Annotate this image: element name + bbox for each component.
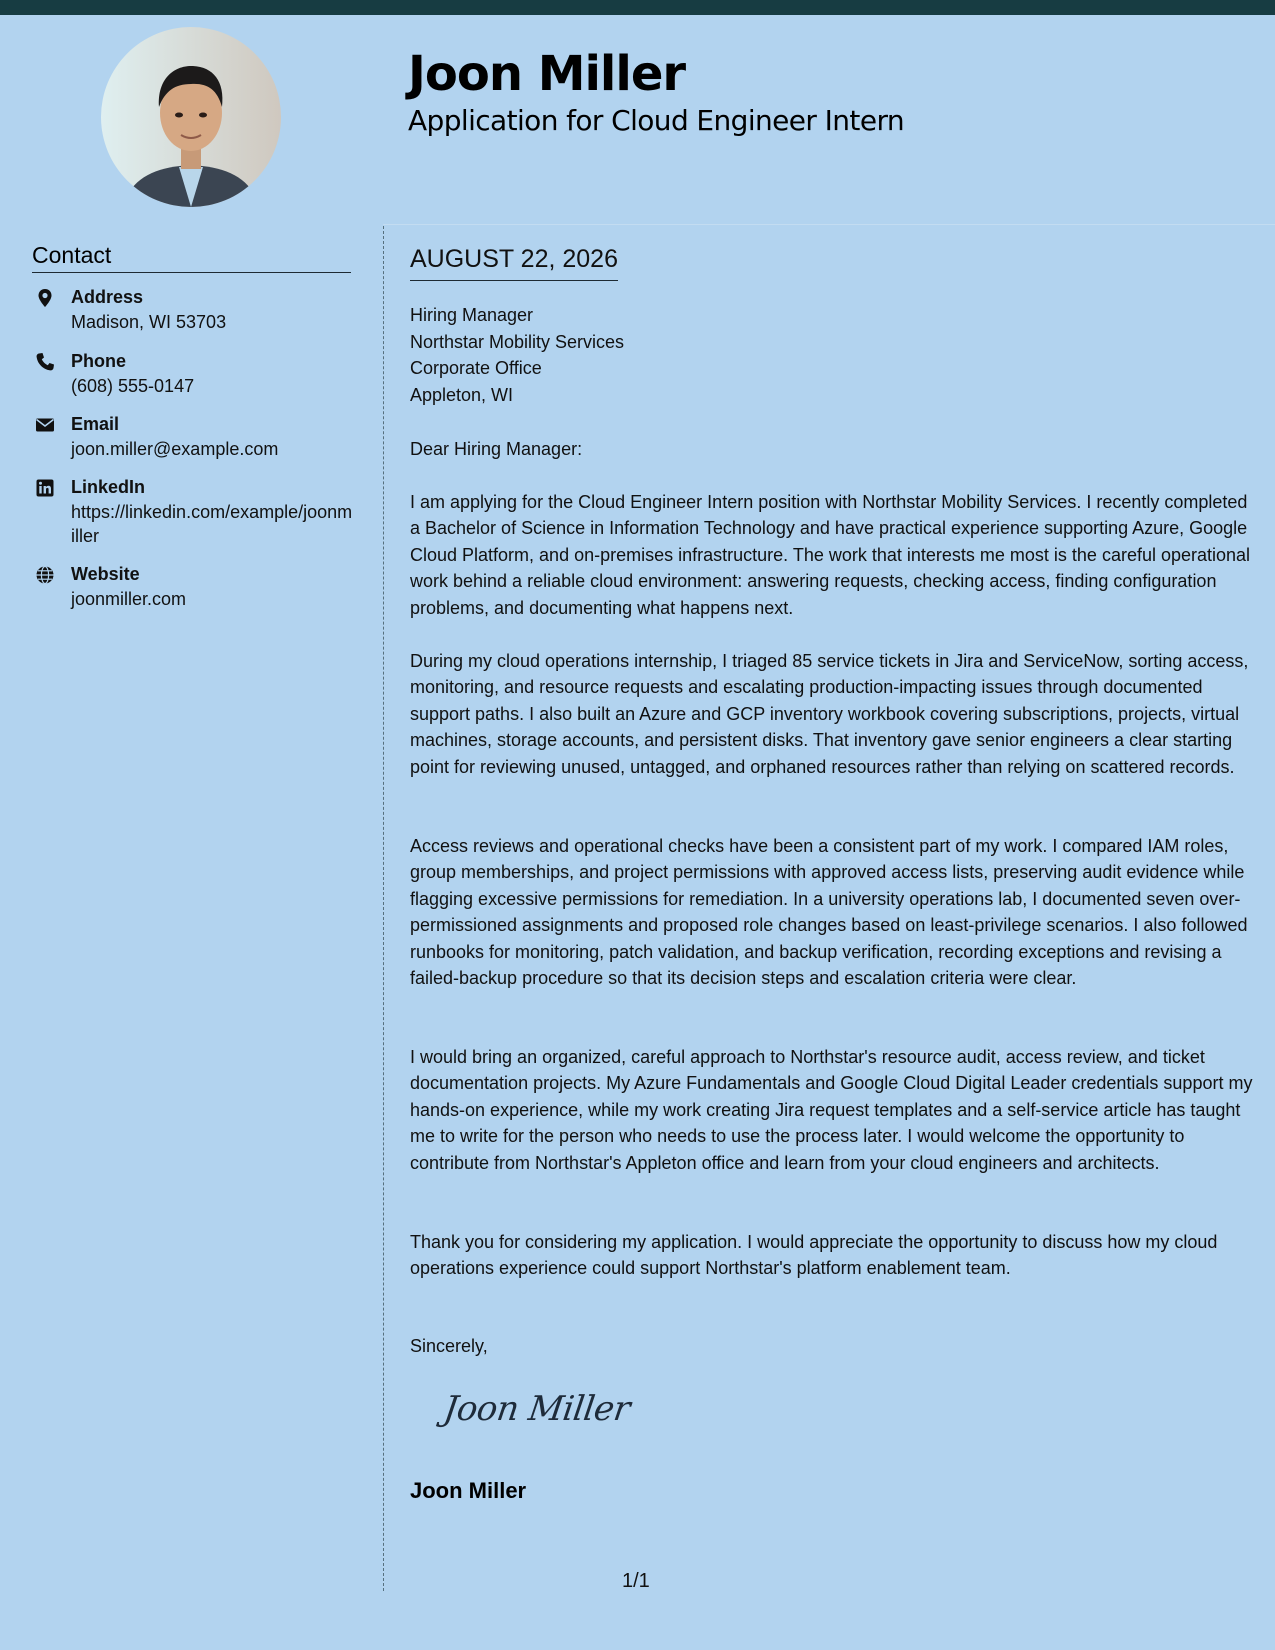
recipient-line: Northstar Mobility Services xyxy=(410,331,625,352)
application-title: Application for Cloud Engineer Intern xyxy=(408,104,905,137)
recipient-line: Corporate Office xyxy=(410,358,542,378)
letter-paragraph: Thank you for considering my application. I would appreciate the opportunity to discuss how my cloud operations experience could support Northstar's platform enablement team. xyxy=(410,1232,1218,1279)
handwritten-signature: Joon Miller xyxy=(441,1389,633,1429)
letter-paragraph: Access reviews and operational checks have been a consistent part of my work. I compared IAM roles, group memberships, and project permissions with approved access lists, preserving audit evidence while flagging excessive permissions for remediation. In a university operations lab, I documented seven over-permissioned assignments and proposed role changes based on least-privilege scenarios. I also followed runbooks for monitoring, patch validation, and backup verification, recording exceptions and revising a failed-backup procedure so that its decision steps and escalation criteria were clear. xyxy=(410,836,1248,989)
contact-value[interactable]: joonmiller.com xyxy=(71,589,187,609)
letter-paragraph: I would bring an organized, careful approach to Northstar's resource audit, access review, and ticket documentation projects. My Azure Fundamentals and Google Cloud Digital Leader credentials support my hands-on experience, while my work creating Jira request templates and a self-service article has taught me to write for the person who needs to use the process later. I would welcome the opportunity to contribute from Northstar's Appleton office and learn from your cloud engineers and architects. xyxy=(410,1047,1253,1173)
contact-value: Madison, WI 53703 xyxy=(71,312,227,332)
linkedin-icon xyxy=(35,478,55,498)
contact-label: Email xyxy=(71,414,120,434)
applicant-name: Joon Miller xyxy=(408,46,686,102)
letter-paragraph: During my cloud operations internship, I triaged 85 service tickets in Jira and ServiceNow, sorting access, monitoring, and resource requests and escalating production-impacting issues through documented support paths. I also built an Azure and GCP inventory workbook covering subscriptions, projects, virtual machines, storage accounts, and persistent disks. That inventory gave senior engineers a clear starting point for reviewing unused, untagged, and orphaned resources rather than relying on scattered records. xyxy=(410,651,1249,777)
top-bar xyxy=(0,0,1275,15)
contact-label: LinkedIn xyxy=(71,477,146,497)
column-divider xyxy=(383,226,384,1591)
contact-label: Website xyxy=(71,564,140,584)
contact-value: (608) 555-0147 xyxy=(71,376,195,396)
letter-date: AUGUST 22, 2026 xyxy=(410,242,618,281)
envelope-icon xyxy=(35,415,55,435)
contact-heading: Contact xyxy=(32,240,351,273)
recipient-line: Appleton, WI xyxy=(410,384,514,405)
contact-value: joon.miller@example.com xyxy=(71,439,279,459)
contact-value[interactable]: https://linkedin.com/example/joonmiller xyxy=(71,502,353,546)
contact-label: Phone xyxy=(71,351,127,371)
salutation: Dear Hiring Manager: xyxy=(410,439,583,459)
recipient-line: Hiring Manager xyxy=(410,305,534,325)
closing: Sincerely, xyxy=(410,1336,488,1356)
phone-icon xyxy=(35,352,55,372)
profile-photo xyxy=(101,27,281,207)
letter-paragraph: I am applying for the Cloud Engineer Intern position with Northstar Mobility Services. I recently completed a Bachelor of Science in Information Technology and have practical experience supporting Azure, Google Cloud Platform, and on-premises infrastructure. The work that interests me most is the careful operational work behind a reliable cloud environment: answering requests, checking access, finding configuration problems, and documenting what happens next. xyxy=(410,492,1251,618)
recipient-block xyxy=(410,302,624,408)
globe-icon xyxy=(35,565,55,585)
signer-name: Joon Miller xyxy=(410,1478,527,1503)
header-divider xyxy=(383,224,1275,225)
page-number: 1/1 xyxy=(622,1570,650,1592)
map-pin-icon xyxy=(35,288,55,308)
contact-label: Address xyxy=(71,287,144,307)
